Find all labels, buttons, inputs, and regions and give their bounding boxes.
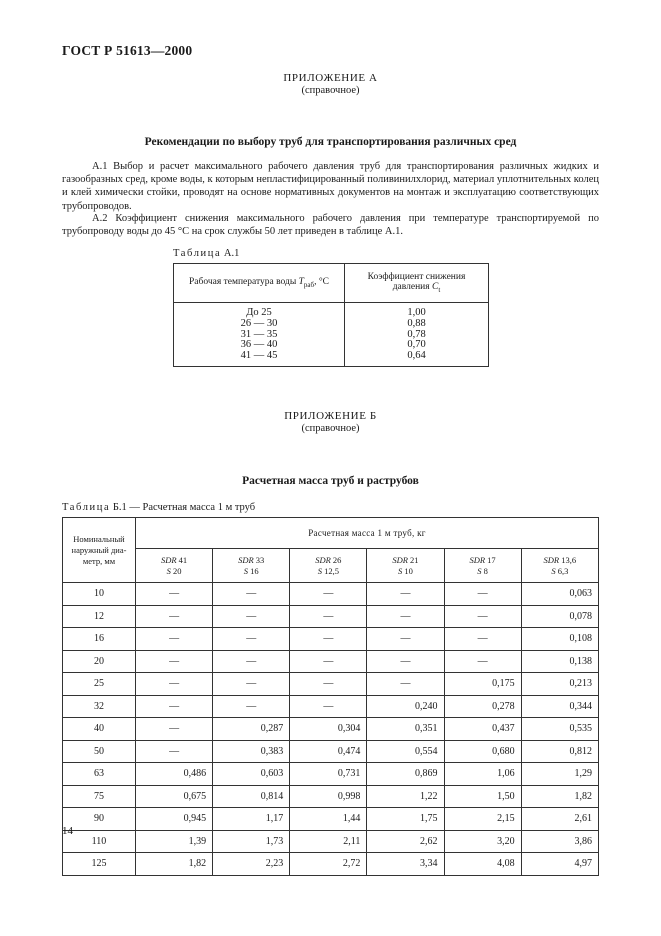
table-b1-diameter-cell: 25 xyxy=(63,673,136,696)
table-b1-mass-cell: 0,175 xyxy=(444,673,521,696)
table-row xyxy=(63,785,599,808)
table-b1-mass-cell: — xyxy=(136,718,213,741)
table-b1-mass-cell: — xyxy=(136,583,213,606)
table-b1-diameter-cell: 90 xyxy=(63,808,136,831)
table-b1-diameter-cell: 63 xyxy=(63,763,136,786)
table-b1-mass-cell: 0,287 xyxy=(213,718,290,741)
table-b1-mass-cell: 3,86 xyxy=(521,830,598,853)
table-b1-sdr-column-header xyxy=(213,549,290,583)
sdr-value: 21 xyxy=(410,554,419,565)
table-b1-mass-cell: 0,078 xyxy=(521,605,598,628)
coef-value: 0,70 xyxy=(407,339,426,351)
table-b1-mass-cell: — xyxy=(213,650,290,673)
s-value: 20 xyxy=(173,565,182,576)
table-b1-mass-cell: — xyxy=(136,605,213,628)
appendix-a-title: ПРИЛОЖЕНИЕ А xyxy=(283,72,378,84)
table-b1-mass-cell: — xyxy=(290,583,367,606)
header-line: Коэффициент снижения xyxy=(367,272,466,283)
table-b1-mass-cell: 0,474 xyxy=(290,740,367,763)
table-b1-diameter-cell: 16 xyxy=(63,628,136,651)
table-a1-caption-word: Таблица xyxy=(173,248,222,259)
table-b1-caption xyxy=(62,502,255,513)
table-b1-mass-cell: 1,44 xyxy=(290,808,367,831)
table-a1-caption-number: А.1 xyxy=(223,248,240,259)
table-b1-mass-cell: — xyxy=(444,583,521,606)
sdr-value: 13,6 xyxy=(561,554,577,565)
table-b1-mass-cell: — xyxy=(444,605,521,628)
table-b1-mass-cell: 2,62 xyxy=(367,830,444,853)
table-b1-mass-cell: — xyxy=(290,605,367,628)
table-b1-mass-cell: 0,998 xyxy=(290,785,367,808)
sdr-value: 41 xyxy=(178,554,188,565)
table-b1-mass-cell: — xyxy=(213,628,290,651)
table-a1-temperature-cell xyxy=(174,303,345,367)
table-b1-mass-cell: 0,869 xyxy=(367,763,444,786)
table-b1-mass-cell: 0,814 xyxy=(213,785,290,808)
table-b1-mass-cell: — xyxy=(367,650,444,673)
table-b1-diameter-cell: 125 xyxy=(63,853,136,876)
appendix-b-subtitle: (справочное) xyxy=(301,423,360,434)
table-b1-mass-cell: 3,34 xyxy=(367,853,444,876)
page-number: 14 xyxy=(62,825,73,837)
temp-value: 31 — 35 xyxy=(240,328,278,340)
table-b1-mass-cell: 1,39 xyxy=(136,830,213,853)
table-b1-mass-cell: 0,603 xyxy=(213,763,290,786)
header-subscript: раб xyxy=(303,280,315,289)
appendix-b-title-block xyxy=(0,410,661,434)
table-b1-mass-cell: — xyxy=(290,673,367,696)
table-b1-mass-cell: 0,535 xyxy=(521,718,598,741)
coef-value: 0,64 xyxy=(407,350,426,362)
table-b1 xyxy=(62,517,599,876)
table-b1-diameter-cell: 32 xyxy=(63,695,136,718)
table-b1-mass-cell: 1,50 xyxy=(444,785,521,808)
temp-value: 26 — 30 xyxy=(240,317,278,329)
table-b1-caption-rest: Б.1 — Расчетная масса 1 м труб xyxy=(112,502,256,513)
table-row xyxy=(63,583,599,606)
table-b1-mass-cell: 0,138 xyxy=(521,650,598,673)
s-value: 12,5 xyxy=(324,565,339,576)
table-b1-mass-cell: — xyxy=(136,628,213,651)
table-b1-mass-cell: 0,731 xyxy=(290,763,367,786)
header-line: давления xyxy=(392,282,430,293)
table-b1-mass-cell: 2,11 xyxy=(290,830,367,853)
table-b1-mass-cell: — xyxy=(367,628,444,651)
table-b1-mass-cell: 1,29 xyxy=(521,763,598,786)
header-text: Рабочая температура воды xyxy=(189,277,297,288)
table-row xyxy=(63,628,599,651)
appendix-a-heading: Рекомендации по выбору труб для транспортирования различных сред xyxy=(144,136,517,148)
temp-value: 36 — 40 xyxy=(240,339,278,351)
header-line: метр, мм xyxy=(82,555,116,566)
table-row xyxy=(63,718,599,741)
table-b1-diameter-cell: 40 xyxy=(63,718,136,741)
table-b1-mass-cell: 2,72 xyxy=(290,853,367,876)
header-line: Номинальный xyxy=(73,533,125,544)
temp-value: 41 — 45 xyxy=(240,350,278,362)
table-b1-mass-cell: — xyxy=(213,673,290,696)
s-label: S xyxy=(317,565,322,576)
table-b1-mass-cell: 1,73 xyxy=(213,830,290,853)
table-b1-sdr-column-header xyxy=(136,549,213,583)
table-a1-caption xyxy=(173,248,239,259)
table-b1-mass-cell: 0,351 xyxy=(367,718,444,741)
table-b1-mass-cell: 0,213 xyxy=(521,673,598,696)
header-symbol: T xyxy=(298,277,304,288)
table-b1-mass-cell: 3,20 xyxy=(444,830,521,853)
table-row xyxy=(63,740,599,763)
table-b1-diameter-cell: 20 xyxy=(63,650,136,673)
table-a1-col-coefficient-header xyxy=(345,264,489,303)
paragraph-a1: А.1 Выбор и расчет максимального рабочего давления труб для транспортирования различных жидких и газообразных сред, кроме воды, к которым непластифицированный поливинилхлорид, материал уплотнительных колец и клей химически стойки, проводят на основе нормативных документов на монтаж и эксплуатацию соответствующих трубопроводов. xyxy=(62,161,599,212)
coef-value: 1,00 xyxy=(407,307,426,318)
table-b1-mass-cell: 0,304 xyxy=(290,718,367,741)
table-b1-mass-cell: 0,554 xyxy=(367,740,444,763)
header-unit: , °С xyxy=(314,277,329,288)
sdr-label: SDR xyxy=(392,554,408,565)
table-row xyxy=(63,673,599,696)
table-b1-mass-cell: — xyxy=(367,583,444,606)
table-b1-mass-cell: 4,08 xyxy=(444,853,521,876)
table-b1-mass-cell: 0,240 xyxy=(367,695,444,718)
table-row xyxy=(63,853,599,876)
sdr-label: SDR xyxy=(238,554,254,565)
header-line: наружный диа- xyxy=(71,544,127,555)
table-b1-mass-cell: — xyxy=(213,695,290,718)
table-b1-mass-header: Расчетная масса 1 м труб, кг xyxy=(136,518,599,549)
table-b1-mass-cell: 0,437 xyxy=(444,718,521,741)
s-value: 16 xyxy=(250,565,259,576)
coef-value: 0,78 xyxy=(407,328,426,340)
table-b1-mass-cell: 1,82 xyxy=(136,853,213,876)
table-b1-mass-cell: 1,17 xyxy=(213,808,290,831)
paragraph-a2: А.2 Коэффициент снижения максимального рабочего давления при температуре транспортируемой по трубопроводу воды до 45 °С на срок службы 50 лет приведен в таблице А.1. xyxy=(62,213,599,238)
table-row xyxy=(63,695,599,718)
table-b1-mass-cell: — xyxy=(213,583,290,606)
coef-value: 0,88 xyxy=(407,317,426,329)
table-b1-mass-cell: 0,383 xyxy=(213,740,290,763)
table-b1-mass-cell: — xyxy=(136,695,213,718)
table-b1-mass-cell: 0,063 xyxy=(521,583,598,606)
table-b1-mass-cell: 0,945 xyxy=(136,808,213,831)
table-b1-mass-cell: 4,97 xyxy=(521,853,598,876)
header-subscript: t xyxy=(438,285,441,294)
table-row xyxy=(63,650,599,673)
table-b1-mass-cell: — xyxy=(444,628,521,651)
table-b1-diameter-header xyxy=(63,518,136,583)
table-b1-sdr-column-header xyxy=(367,549,444,583)
table-a1 xyxy=(173,263,489,367)
table-b1-mass-cell: 1,06 xyxy=(444,763,521,786)
sdr-label: SDR xyxy=(160,554,177,565)
sdr-value: 33 xyxy=(255,554,265,565)
s-label: S xyxy=(477,565,482,576)
sdr-label: SDR xyxy=(315,554,331,565)
table-b1-mass-cell: — xyxy=(367,605,444,628)
table-b1-mass-cell: 2,61 xyxy=(521,808,598,831)
table-b1-mass-cell: — xyxy=(136,740,213,763)
table-b1-sdr-column-header xyxy=(290,549,367,583)
table-row xyxy=(63,605,599,628)
table-b1-caption-word: Таблица xyxy=(62,502,111,513)
table-b1-mass-cell: — xyxy=(367,673,444,696)
sdr-value: 17 xyxy=(487,554,496,565)
table-b1-body xyxy=(63,583,599,876)
table-a1-coefficient-cell xyxy=(345,303,489,367)
appendix-b-title: ПРИЛОЖЕНИЕ Б xyxy=(284,410,377,422)
s-label: S xyxy=(243,565,248,576)
table-b1-mass-cell: 1,22 xyxy=(367,785,444,808)
table-b1-mass-cell: — xyxy=(213,605,290,628)
sdr-label: SDR xyxy=(469,554,486,565)
s-value: 8 xyxy=(483,565,488,576)
table-b1-mass-cell: 1,75 xyxy=(367,808,444,831)
s-value: 6,3 xyxy=(557,565,569,576)
table-row xyxy=(63,830,599,853)
table-b1-mass-cell: 0,675 xyxy=(136,785,213,808)
table-b1-mass-cell: — xyxy=(444,650,521,673)
table-b1-mass-cell: 0,680 xyxy=(444,740,521,763)
s-label: S xyxy=(551,565,556,576)
table-b1-mass-cell: — xyxy=(290,695,367,718)
table-b1-diameter-cell: 12 xyxy=(63,605,136,628)
s-label: S xyxy=(166,565,171,576)
table-b1-mass-cell: 0,486 xyxy=(136,763,213,786)
appendix-b-heading: Расчетная масса труб и раструбов xyxy=(242,475,419,487)
table-b1-mass-cell: 2,15 xyxy=(444,808,521,831)
table-b1-diameter-cell: 50 xyxy=(63,740,136,763)
table-b1-mass-cell: 0,812 xyxy=(521,740,598,763)
table-row xyxy=(63,763,599,786)
table-b1-mass-cell: 0,344 xyxy=(521,695,598,718)
table-b1-mass-cell: 0,108 xyxy=(521,628,598,651)
table-b1-diameter-cell: 10 xyxy=(63,583,136,606)
appendix-a-title-block xyxy=(0,72,661,96)
table-b1-mass-cell: — xyxy=(136,650,213,673)
header-symbol: C xyxy=(431,282,439,293)
table-a1-col-temperature-header xyxy=(174,264,345,303)
appendix-a-subtitle: (справочное) xyxy=(301,85,360,96)
document-id-header: ГОСТ Р 51613—2000 xyxy=(62,43,193,58)
table-b1-mass-cell: 2,23 xyxy=(213,853,290,876)
table-b1-mass-cell: 1,82 xyxy=(521,785,598,808)
s-label: S xyxy=(398,565,403,576)
table-b1-mass-cell: — xyxy=(290,628,367,651)
table-b1-mass-cell: — xyxy=(290,650,367,673)
table-b1-sdr-column-header xyxy=(444,549,521,583)
table-b1-subheader-row xyxy=(63,549,599,583)
table-b1-sdr-column-header xyxy=(521,549,598,583)
s-value: 10 xyxy=(404,565,413,576)
sdr-value: 26 xyxy=(332,554,342,565)
table-row xyxy=(63,808,599,831)
table-b1-diameter-cell: 110 xyxy=(63,830,136,853)
table-b1-mass-cell: 0,278 xyxy=(444,695,521,718)
table-b1-diameter-cell: 75 xyxy=(63,785,136,808)
temp-value: До 25 xyxy=(246,307,272,318)
sdr-label: SDR xyxy=(543,554,560,565)
table-b1-mass-cell: — xyxy=(136,673,213,696)
